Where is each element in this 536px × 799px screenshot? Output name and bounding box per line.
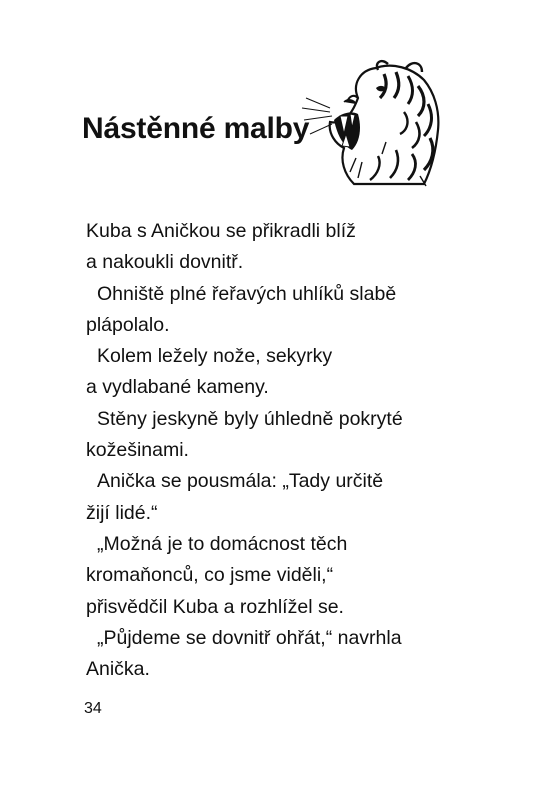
text-line: Ohniště plné řeřavých uhlíků slabě [97,282,397,305]
text-line: Stěny jeskyně byly úhledně pokryté [97,407,403,430]
text-line: Anička se pousmála: „Tady určitě [97,470,384,493]
text-line: Kolem ležely nože, sekyrky [97,345,333,368]
text-line: a vydlabané kameny. [86,376,269,399]
page-number: 34 [84,700,102,717]
text-line: Kuba s Aničkou se přikradli blíž [86,220,356,242]
story-text [86,216,506,685]
text-line: kožešinami. [86,439,189,462]
text-line: kromaňonců, co jsme viděli,“ [86,564,334,587]
text-line: žijí lidé.“ [86,501,158,524]
text-line: a nakoukli dovnitř. [86,251,244,274]
text-line: plápolalo. [86,313,170,336]
chapter-title: Nástěnné malby [82,112,310,145]
text-line: Anička. [86,658,150,681]
text-line: „Půjdeme se dovnitř ohřát,“ navrhla [97,626,402,649]
tiger-head-icon [300,58,442,190]
text-line: „Možná je to domácnost těch [97,532,348,555]
text-line: přisvědčil Kuba a rozhlížel se. [86,595,344,618]
